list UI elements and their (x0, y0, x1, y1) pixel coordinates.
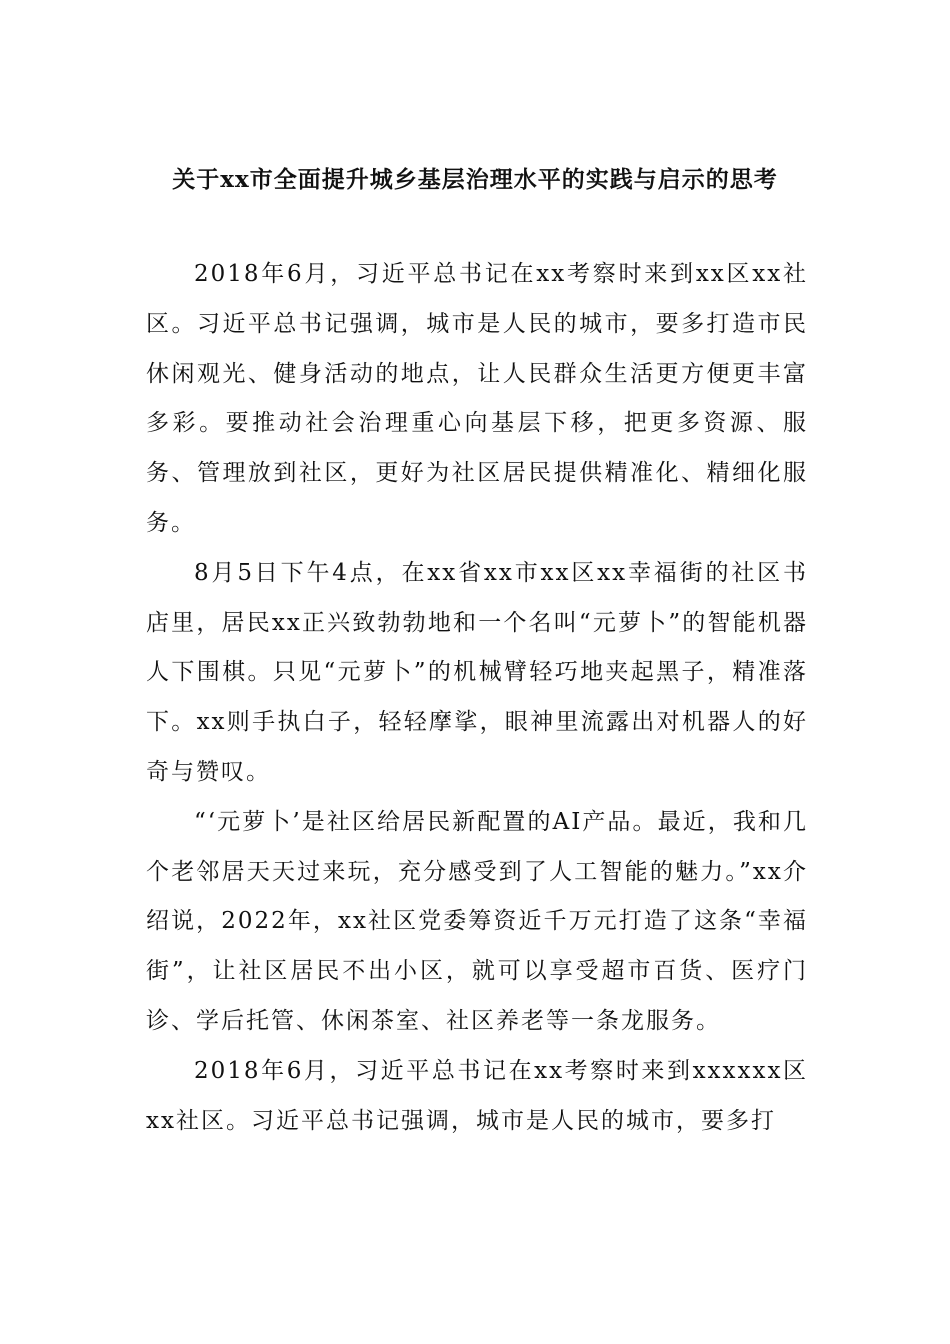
paragraph-2: 8月5日下午4点，在xx省xx市xx区xx幸福街的社区书店里，居民xx正兴致勃勃地和一个名叫“元萝卜”的智能机器人下围棋。只见“元萝卜”的机械臂轻巧地夹起黑子，精准落下。xx则手执白子，轻轻摩挲，眼神里流露出对机器人的好奇与赞叹。 (146, 559, 808, 785)
document-title: 关于xx市全面提升城乡基层治理水平的实践与启示的思考 (172, 166, 778, 193)
paragraph-4: 2018年6月，习近平总书记在xx考察时来到xxxxxx区xx社区。习近平总书记强调，城市是人民的城市，要多打 (146, 1057, 808, 1134)
paragraph-3: “‘元萝卜’是社区给居民新配置的AI产品。最近，我和几个老邻居天天过来玩，充分感受到了人工智能的魅力。”xx介绍说，2022年，xx社区党委筹资近千万元打造了这条“幸福街”，让社区居民不出小区，就可以享受超市百货、医疗门诊、学后托管、休闲茶室、社区养老等一条龙服务。 (146, 808, 808, 1034)
paragraph-1: 2018年6月，习近平总书记在xx考察时来到xx区xx社区。习近平总书记强调，城市是人民的城市，要多打造市民休闲观光、健身活动的地点，让人民群众生活更方便更丰富多彩。要推动社会治理重心向基层下移，把更多资源、服务、管理放到社区，更好为社区居民提供精准化、精细化服务。 (146, 261, 808, 536)
document-body (146, 250, 808, 1146)
